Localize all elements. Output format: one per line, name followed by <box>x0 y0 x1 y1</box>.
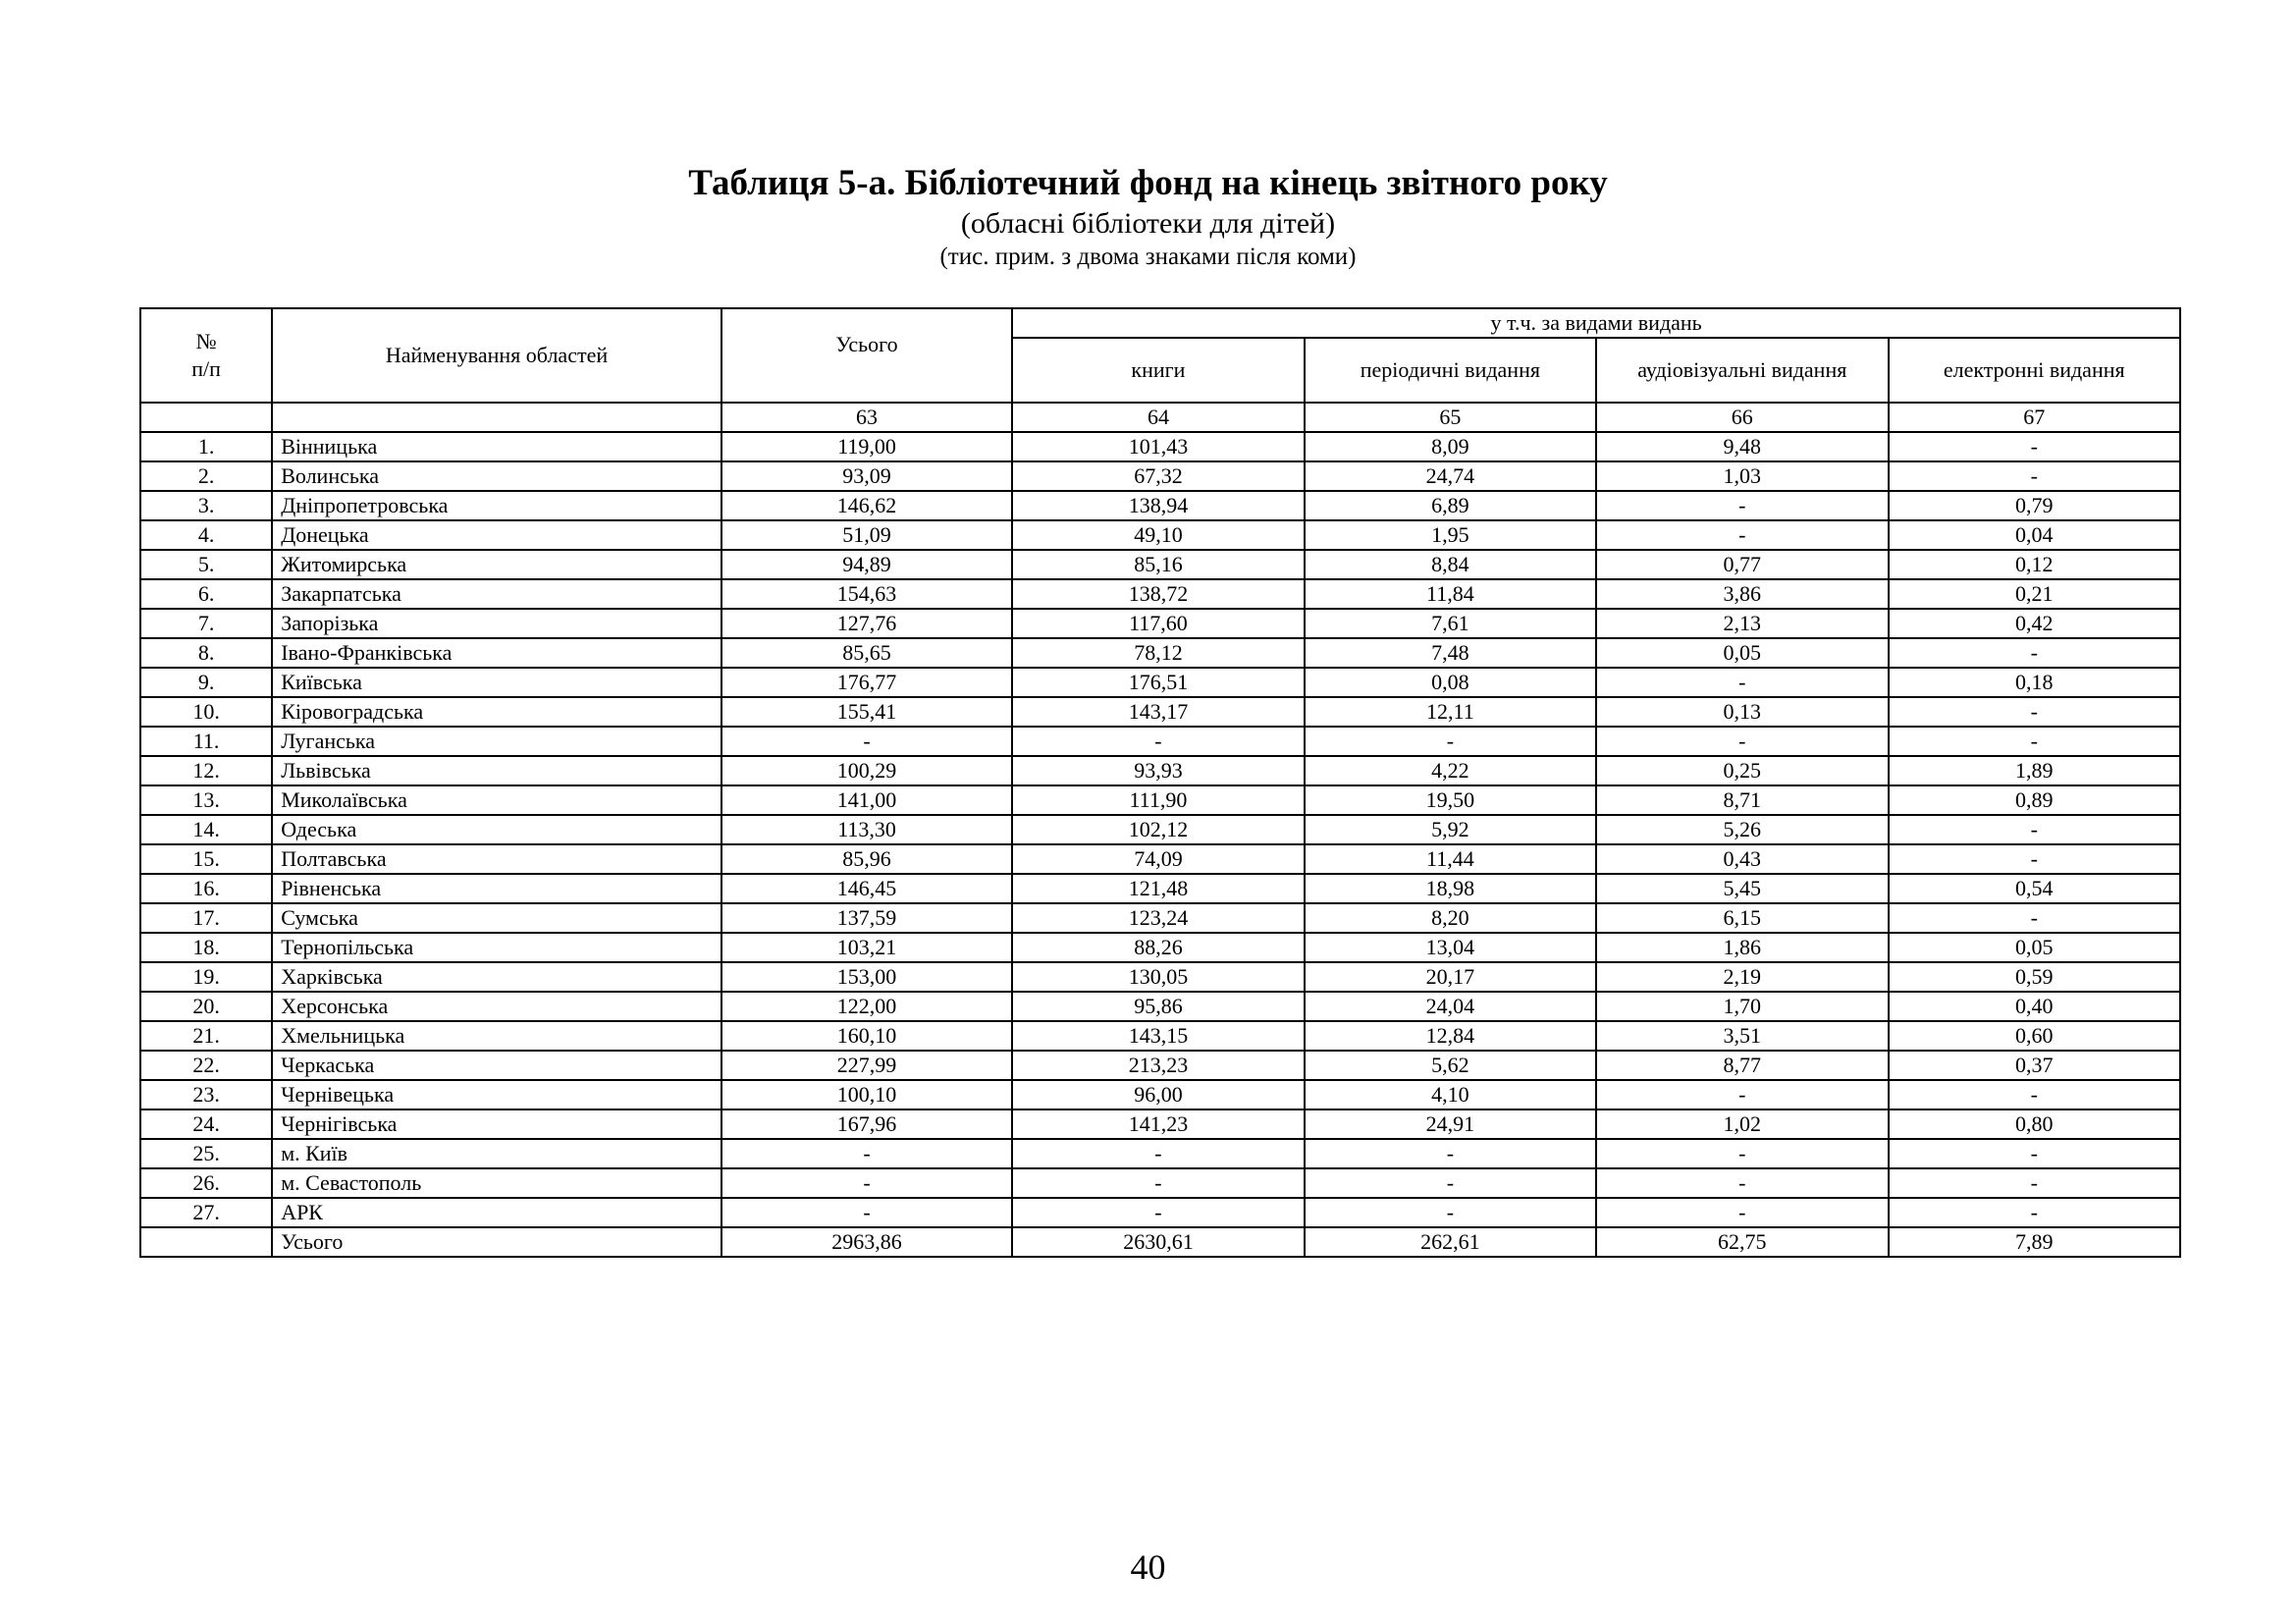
value-audiovisual: 0,13 <box>1596 697 1888 727</box>
region-name: Київська <box>272 668 721 697</box>
value-total: - <box>721 1139 1012 1168</box>
header-num: № п/п <box>140 308 272 403</box>
value-total: - <box>721 1198 1012 1227</box>
region-name: Чернігівська <box>272 1109 721 1139</box>
region-name: Миколаївська <box>272 785 721 815</box>
value-books: 74,09 <box>1012 844 1304 874</box>
header-periodicals: періодичні видання <box>1305 338 1596 403</box>
value-audiovisual: - <box>1596 668 1888 697</box>
value-books: 117,60 <box>1012 609 1304 638</box>
value-periodicals: 0,08 <box>1305 668 1596 697</box>
value-electronic: 0,42 <box>1889 609 2181 638</box>
value-books: 141,23 <box>1012 1109 1304 1139</box>
table-row <box>140 815 2180 844</box>
row-number: 15. <box>140 844 272 874</box>
total-row-number <box>140 1227 272 1257</box>
region-name: Івано-Франківська <box>272 638 721 668</box>
value-total: 113,30 <box>721 815 1012 844</box>
value-books: 138,72 <box>1012 579 1304 609</box>
value-books: - <box>1012 1198 1304 1227</box>
region-name: Вінницька <box>272 432 721 461</box>
row-number: 13. <box>140 785 272 815</box>
value-books: 102,12 <box>1012 815 1304 844</box>
value-periodicals: 19,50 <box>1305 785 1596 815</box>
value-periodicals: - <box>1305 727 1596 756</box>
value-periodicals: 5,62 <box>1305 1051 1596 1080</box>
value-electronic: 0,59 <box>1889 962 2181 992</box>
value-total: 160,10 <box>721 1021 1012 1051</box>
value-electronic: 0,80 <box>1889 1109 2181 1139</box>
value-audiovisual: 9,48 <box>1596 432 1888 461</box>
value-books: 85,16 <box>1012 550 1304 579</box>
table-row <box>140 550 2180 579</box>
table-title: Таблиця 5-а. Бібліотечний фонд на кінець звітного року <box>688 163 1608 203</box>
region-name: Черкаська <box>272 1051 721 1080</box>
value-electronic: - <box>1889 727 2181 756</box>
row-number: 4. <box>140 520 272 550</box>
region-name: м. Київ <box>272 1139 721 1168</box>
value-books: 88,26 <box>1012 933 1304 962</box>
value-periodicals: 24,91 <box>1305 1109 1596 1139</box>
table-row <box>140 638 2180 668</box>
value-electronic: 0,54 <box>1889 874 2181 903</box>
region-name: Тернопільська <box>272 933 721 962</box>
region-name: АРК <box>272 1198 721 1227</box>
value-books: - <box>1012 727 1304 756</box>
region-name: Донецька <box>272 520 721 550</box>
total-value-electronic: 7,89 <box>1889 1227 2181 1257</box>
table-body <box>140 432 2180 1257</box>
table-row <box>140 844 2180 874</box>
table-row <box>140 903 2180 933</box>
value-electronic: - <box>1889 1198 2181 1227</box>
code-cell: 63 <box>721 403 1012 432</box>
table-row <box>140 461 2180 491</box>
value-audiovisual: - <box>1596 1168 1888 1198</box>
value-audiovisual: 1,03 <box>1596 461 1888 491</box>
value-audiovisual: 3,51 <box>1596 1021 1888 1051</box>
code-cell: 65 <box>1305 403 1596 432</box>
region-name: Полтавська <box>272 844 721 874</box>
value-electronic: 0,21 <box>1889 579 2181 609</box>
row-number: 7. <box>140 609 272 638</box>
table-row <box>140 1080 2180 1109</box>
value-total: 153,00 <box>721 962 1012 992</box>
row-number: 21. <box>140 1021 272 1051</box>
value-books: 143,17 <box>1012 697 1304 727</box>
value-books: 143,15 <box>1012 1021 1304 1051</box>
table-row <box>140 697 2180 727</box>
table-row <box>140 491 2180 520</box>
value-audiovisual: 0,43 <box>1596 844 1888 874</box>
value-electronic: 0,89 <box>1889 785 2181 815</box>
value-periodicals: 7,61 <box>1305 609 1596 638</box>
region-name: Харківська <box>272 962 721 992</box>
table-row <box>140 1139 2180 1168</box>
row-number: 19. <box>140 962 272 992</box>
value-periodicals: 5,92 <box>1305 815 1596 844</box>
value-periodicals: 8,09 <box>1305 432 1596 461</box>
row-number: 12. <box>140 756 272 785</box>
code-blank-num <box>140 403 272 432</box>
value-audiovisual: 0,05 <box>1596 638 1888 668</box>
value-total: 100,10 <box>721 1080 1012 1109</box>
library-fund-table <box>139 307 2181 1258</box>
value-total: 154,63 <box>721 579 1012 609</box>
value-total: 51,09 <box>721 520 1012 550</box>
value-periodicals: 7,48 <box>1305 638 1596 668</box>
value-electronic: 0,40 <box>1889 992 2181 1021</box>
value-total: 94,89 <box>721 550 1012 579</box>
code-cell: 64 <box>1012 403 1304 432</box>
value-electronic: - <box>1889 1168 2181 1198</box>
value-audiovisual: 0,77 <box>1596 550 1888 579</box>
region-name: Чернівецька <box>272 1080 721 1109</box>
row-number: 25. <box>140 1139 272 1168</box>
value-electronic: 0,79 <box>1889 491 2181 520</box>
table-row <box>140 727 2180 756</box>
value-audiovisual: - <box>1596 491 1888 520</box>
value-periodicals: 4,10 <box>1305 1080 1596 1109</box>
region-name: Закарпатська <box>272 579 721 609</box>
value-total: 93,09 <box>721 461 1012 491</box>
table-row <box>140 668 2180 697</box>
value-books: 101,43 <box>1012 432 1304 461</box>
value-books: 93,93 <box>1012 756 1304 785</box>
value-books: 123,24 <box>1012 903 1304 933</box>
value-periodicals: 24,04 <box>1305 992 1596 1021</box>
region-name: Запорізька <box>272 609 721 638</box>
value-total: 146,62 <box>721 491 1012 520</box>
value-periodicals: 24,74 <box>1305 461 1596 491</box>
value-books: 49,10 <box>1012 520 1304 550</box>
code-blank-name <box>272 403 721 432</box>
region-name: Хмельницька <box>272 1021 721 1051</box>
value-electronic: - <box>1889 844 2181 874</box>
value-total: 85,96 <box>721 844 1012 874</box>
value-audiovisual: 0,25 <box>1596 756 1888 785</box>
region-name: Одеська <box>272 815 721 844</box>
value-total: 155,41 <box>721 697 1012 727</box>
table-row <box>140 962 2180 992</box>
value-electronic: - <box>1889 1139 2181 1168</box>
value-electronic: - <box>1889 638 2181 668</box>
total-value-books: 2630,61 <box>1012 1227 1304 1257</box>
value-books: 121,48 <box>1012 874 1304 903</box>
region-name: Львівська <box>272 756 721 785</box>
table-row <box>140 432 2180 461</box>
row-number: 18. <box>140 933 272 962</box>
header-group: у т.ч. за видами видань <box>1012 308 2180 338</box>
value-electronic: 0,18 <box>1889 668 2181 697</box>
value-periodicals: 8,84 <box>1305 550 1596 579</box>
row-number: 10. <box>140 697 272 727</box>
value-audiovisual: 5,26 <box>1596 815 1888 844</box>
row-number: 6. <box>140 579 272 609</box>
value-periodicals: 11,44 <box>1305 844 1596 874</box>
value-electronic: 0,12 <box>1889 550 2181 579</box>
region-name: Рівненська <box>272 874 721 903</box>
row-number: 20. <box>140 992 272 1021</box>
value-total: 85,65 <box>721 638 1012 668</box>
table-row <box>140 579 2180 609</box>
value-audiovisual: 1,02 <box>1596 1109 1888 1139</box>
value-total: 127,76 <box>721 609 1012 638</box>
value-electronic: - <box>1889 1080 2181 1109</box>
value-periodicals: 1,95 <box>1305 520 1596 550</box>
value-electronic: 0,05 <box>1889 933 2181 962</box>
row-number: 24. <box>140 1109 272 1139</box>
table-row <box>140 992 2180 1021</box>
region-name: м. Севастополь <box>272 1168 721 1198</box>
table-row <box>140 1021 2180 1051</box>
value-total: 227,99 <box>721 1051 1012 1080</box>
value-total: 176,77 <box>721 668 1012 697</box>
value-audiovisual: - <box>1596 1198 1888 1227</box>
value-periodicals: - <box>1305 1198 1596 1227</box>
value-total: 119,00 <box>721 432 1012 461</box>
table-row <box>140 1168 2180 1198</box>
units-note: (тис. прим. з двома знаками після коми) <box>939 243 1357 270</box>
table-row <box>140 756 2180 785</box>
value-periodicals: 12,84 <box>1305 1021 1596 1051</box>
value-electronic: - <box>1889 461 2181 491</box>
value-total: 100,29 <box>721 756 1012 785</box>
total-row <box>140 1227 2180 1257</box>
total-value-periodicals: 262,61 <box>1305 1227 1596 1257</box>
header-total: Усього <box>721 308 1012 403</box>
value-audiovisual: 8,77 <box>1596 1051 1888 1080</box>
row-number: 8. <box>140 638 272 668</box>
total-value-audiovisual: 62,75 <box>1596 1227 1888 1257</box>
value-periodicals: 8,20 <box>1305 903 1596 933</box>
value-periodicals: 18,98 <box>1305 874 1596 903</box>
value-periodicals: 13,04 <box>1305 933 1596 962</box>
table-row <box>140 520 2180 550</box>
value-books: - <box>1012 1139 1304 1168</box>
value-total: 146,45 <box>721 874 1012 903</box>
value-books: 111,90 <box>1012 785 1304 815</box>
value-periodicals: 12,11 <box>1305 697 1596 727</box>
value-electronic: 0,04 <box>1889 520 2181 550</box>
region-name: Херсонська <box>272 992 721 1021</box>
value-total: 141,00 <box>721 785 1012 815</box>
value-periodicals: 6,89 <box>1305 491 1596 520</box>
value-books: - <box>1012 1168 1304 1198</box>
value-books: 138,94 <box>1012 491 1304 520</box>
value-books: 130,05 <box>1012 962 1304 992</box>
value-audiovisual: 1,86 <box>1596 933 1888 962</box>
value-electronic: - <box>1889 432 2181 461</box>
value-audiovisual: 2,13 <box>1596 609 1888 638</box>
value-audiovisual: 6,15 <box>1596 903 1888 933</box>
table-row <box>140 1109 2180 1139</box>
code-cell: 66 <box>1596 403 1888 432</box>
value-audiovisual: - <box>1596 1080 1888 1109</box>
total-value-total: 2963,86 <box>721 1227 1012 1257</box>
value-audiovisual: 1,70 <box>1596 992 1888 1021</box>
value-total: - <box>721 727 1012 756</box>
value-electronic: - <box>1889 697 2181 727</box>
value-periodicals: 20,17 <box>1305 962 1596 992</box>
value-books: 213,23 <box>1012 1051 1304 1080</box>
row-number: 27. <box>140 1198 272 1227</box>
table-row <box>140 1051 2180 1080</box>
value-audiovisual: 3,86 <box>1596 579 1888 609</box>
header-name: Найменування областей <box>272 308 721 403</box>
row-number: 9. <box>140 668 272 697</box>
region-name: Житомирська <box>272 550 721 579</box>
region-name: Сумська <box>272 903 721 933</box>
row-number: 23. <box>140 1080 272 1109</box>
row-number: 14. <box>140 815 272 844</box>
value-audiovisual: - <box>1596 1139 1888 1168</box>
table-row <box>140 874 2180 903</box>
table-row <box>140 1198 2180 1227</box>
header-audiovisual: аудіовізуальні видання <box>1596 338 1888 403</box>
value-periodicals: 4,22 <box>1305 756 1596 785</box>
row-number: 22. <box>140 1051 272 1080</box>
value-audiovisual: 2,19 <box>1596 962 1888 992</box>
page-number: 40 <box>1130 1547 1166 1587</box>
value-total: 137,59 <box>721 903 1012 933</box>
value-total: 122,00 <box>721 992 1012 1021</box>
value-total: 167,96 <box>721 1109 1012 1139</box>
value-audiovisual: 5,45 <box>1596 874 1888 903</box>
row-number: 2. <box>140 461 272 491</box>
row-number: 11. <box>140 727 272 756</box>
value-total: 103,21 <box>721 933 1012 962</box>
total-region-name: Усього <box>272 1227 721 1257</box>
value-total: - <box>721 1168 1012 1198</box>
value-books: 95,86 <box>1012 992 1304 1021</box>
value-electronic: 0,37 <box>1889 1051 2181 1080</box>
value-electronic: 1,89 <box>1889 756 2181 785</box>
header-books: книги <box>1012 338 1304 403</box>
region-name: Кіровоградська <box>272 697 721 727</box>
value-books: 78,12 <box>1012 638 1304 668</box>
value-periodicals: 11,84 <box>1305 579 1596 609</box>
value-audiovisual: 8,71 <box>1596 785 1888 815</box>
row-number: 16. <box>140 874 272 903</box>
row-number: 3. <box>140 491 272 520</box>
row-number: 17. <box>140 903 272 933</box>
row-number: 26. <box>140 1168 272 1198</box>
value-audiovisual: - <box>1596 520 1888 550</box>
value-periodicals: - <box>1305 1168 1596 1198</box>
header-electronic: електронні видання <box>1889 338 2181 403</box>
value-electronic: - <box>1889 815 2181 844</box>
row-number: 5. <box>140 550 272 579</box>
table-row <box>140 785 2180 815</box>
region-name: Луганська <box>272 727 721 756</box>
region-name: Дніпропетровська <box>272 491 721 520</box>
table-row <box>140 609 2180 638</box>
value-books: 96,00 <box>1012 1080 1304 1109</box>
value-electronic: - <box>1889 903 2181 933</box>
table-subtitle: (обласні бібліотеки для дітей) <box>960 207 1336 240</box>
region-name: Волинська <box>272 461 721 491</box>
value-audiovisual: - <box>1596 727 1888 756</box>
value-books: 176,51 <box>1012 668 1304 697</box>
row-number: 1. <box>140 432 272 461</box>
value-books: 67,32 <box>1012 461 1304 491</box>
value-periodicals: - <box>1305 1139 1596 1168</box>
table-row <box>140 933 2180 962</box>
value-electronic: 0,60 <box>1889 1021 2181 1051</box>
code-cell: 67 <box>1889 403 2181 432</box>
